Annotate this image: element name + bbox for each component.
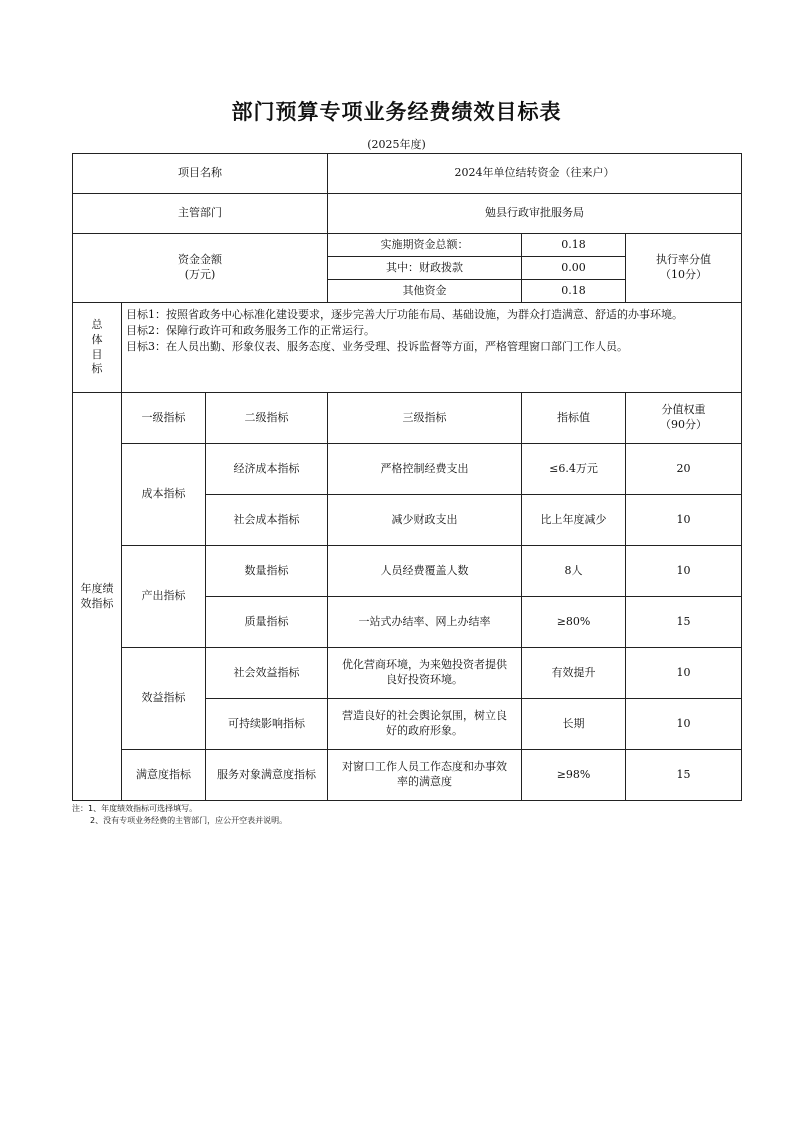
cost-indicator: 成本指标 <box>122 444 206 546</box>
table-row: 质量指标 一站式办结率、网上办结率 ≥80% 15 <box>73 597 742 648</box>
fiscal-year: (2025年度) <box>367 138 426 151</box>
department-name: 勉县行政审批服务局 <box>328 194 742 234</box>
header-level3: 三级指标 <box>328 393 522 444</box>
benefit-indicator: 效益指标 <box>122 648 206 750</box>
footnotes <box>72 803 287 827</box>
performance-goal-table <box>72 153 742 801</box>
overall-goals-row <box>73 303 742 393</box>
indicator-header-row <box>73 393 742 444</box>
overall-goals-label: 总 体 目 标 <box>73 303 122 393</box>
funds-fiscal-value: 0.00 <box>522 257 626 280</box>
table-row: 效益指标 社会效益指标 优化营商环境，为来勉投资者提供 良好投资环境。 有效提升 10 <box>73 648 742 699</box>
annual-indicators-label: 年度绩 效指标 <box>73 393 122 801</box>
table-row: 成本指标 经济成本指标 严格控制经费支出 ≤6.4万元 20 <box>73 444 742 495</box>
page-title: 部门预算专项业务经费绩效目标表 <box>231 100 562 124</box>
footnote-2: 2、没有专项业务经费的主管部门，应公开空表并说明。 <box>90 816 288 825</box>
project-row <box>73 154 742 194</box>
header-level1: 一级指标 <box>122 393 206 444</box>
table-row: 满意度指标 服务对象满意度指标 对窗口工作人员工作态度和办事效 率的满意度 ≥98% 15 <box>73 750 742 801</box>
department-row <box>73 194 742 234</box>
output-indicator: 产出指标 <box>122 546 206 648</box>
table-row: 产出指标 数量指标 人员经费覆盖人数 8人 10 <box>73 546 742 597</box>
funds-other-value: 0.18 <box>522 280 626 303</box>
header-value: 指标值 <box>522 393 626 444</box>
funds-total-value: 0.18 <box>522 234 626 257</box>
funds-row-total <box>73 234 742 257</box>
department-label: 主管部门 <box>73 194 328 234</box>
execution-rate-score: 执行率分值 （10分） <box>626 234 742 303</box>
funds-label: 资金金额 (万元) <box>73 234 328 303</box>
project-label: 项目名称 <box>73 154 328 194</box>
goal-item: 目标3：在人员出勤、形象仪表、服务态度、业务受理、投诉监督等方面，严格管理窗口部门工作人员。 <box>126 339 628 353</box>
satisfaction-indicator: 满意度指标 <box>122 750 206 801</box>
funds-total-label: 实施期资金总额： <box>328 234 522 257</box>
table-row: 社会成本指标 减少财政支出 比上年度减少 10 <box>73 495 742 546</box>
footnote-1: 注：1、年度绩效指标可选择填写。 <box>72 804 198 813</box>
funds-fiscal-label: 其中：财政拨款 <box>328 257 522 280</box>
table-row: 可持续影响指标 营造良好的社会舆论氛围，树立良 好的政府形象。 长期 10 <box>73 699 742 750</box>
funds-other-label: 其他资金 <box>328 280 522 303</box>
overall-goals-content <box>122 303 742 393</box>
goal-item: 目标1：按照省政务中心标准化建设要求，逐步完善大厅功能布局、基础设施，为群众打造满意、舒适的办事环境。 <box>126 308 683 321</box>
header-weight: 分值权重 （90分） <box>626 393 742 444</box>
project-name: 2024年单位结转资金（往来户） <box>328 154 742 194</box>
header-level2: 二级指标 <box>206 393 328 444</box>
goal-item: 目标2：保障行政许可和政务服务工作的正常运行。 <box>126 323 375 337</box>
